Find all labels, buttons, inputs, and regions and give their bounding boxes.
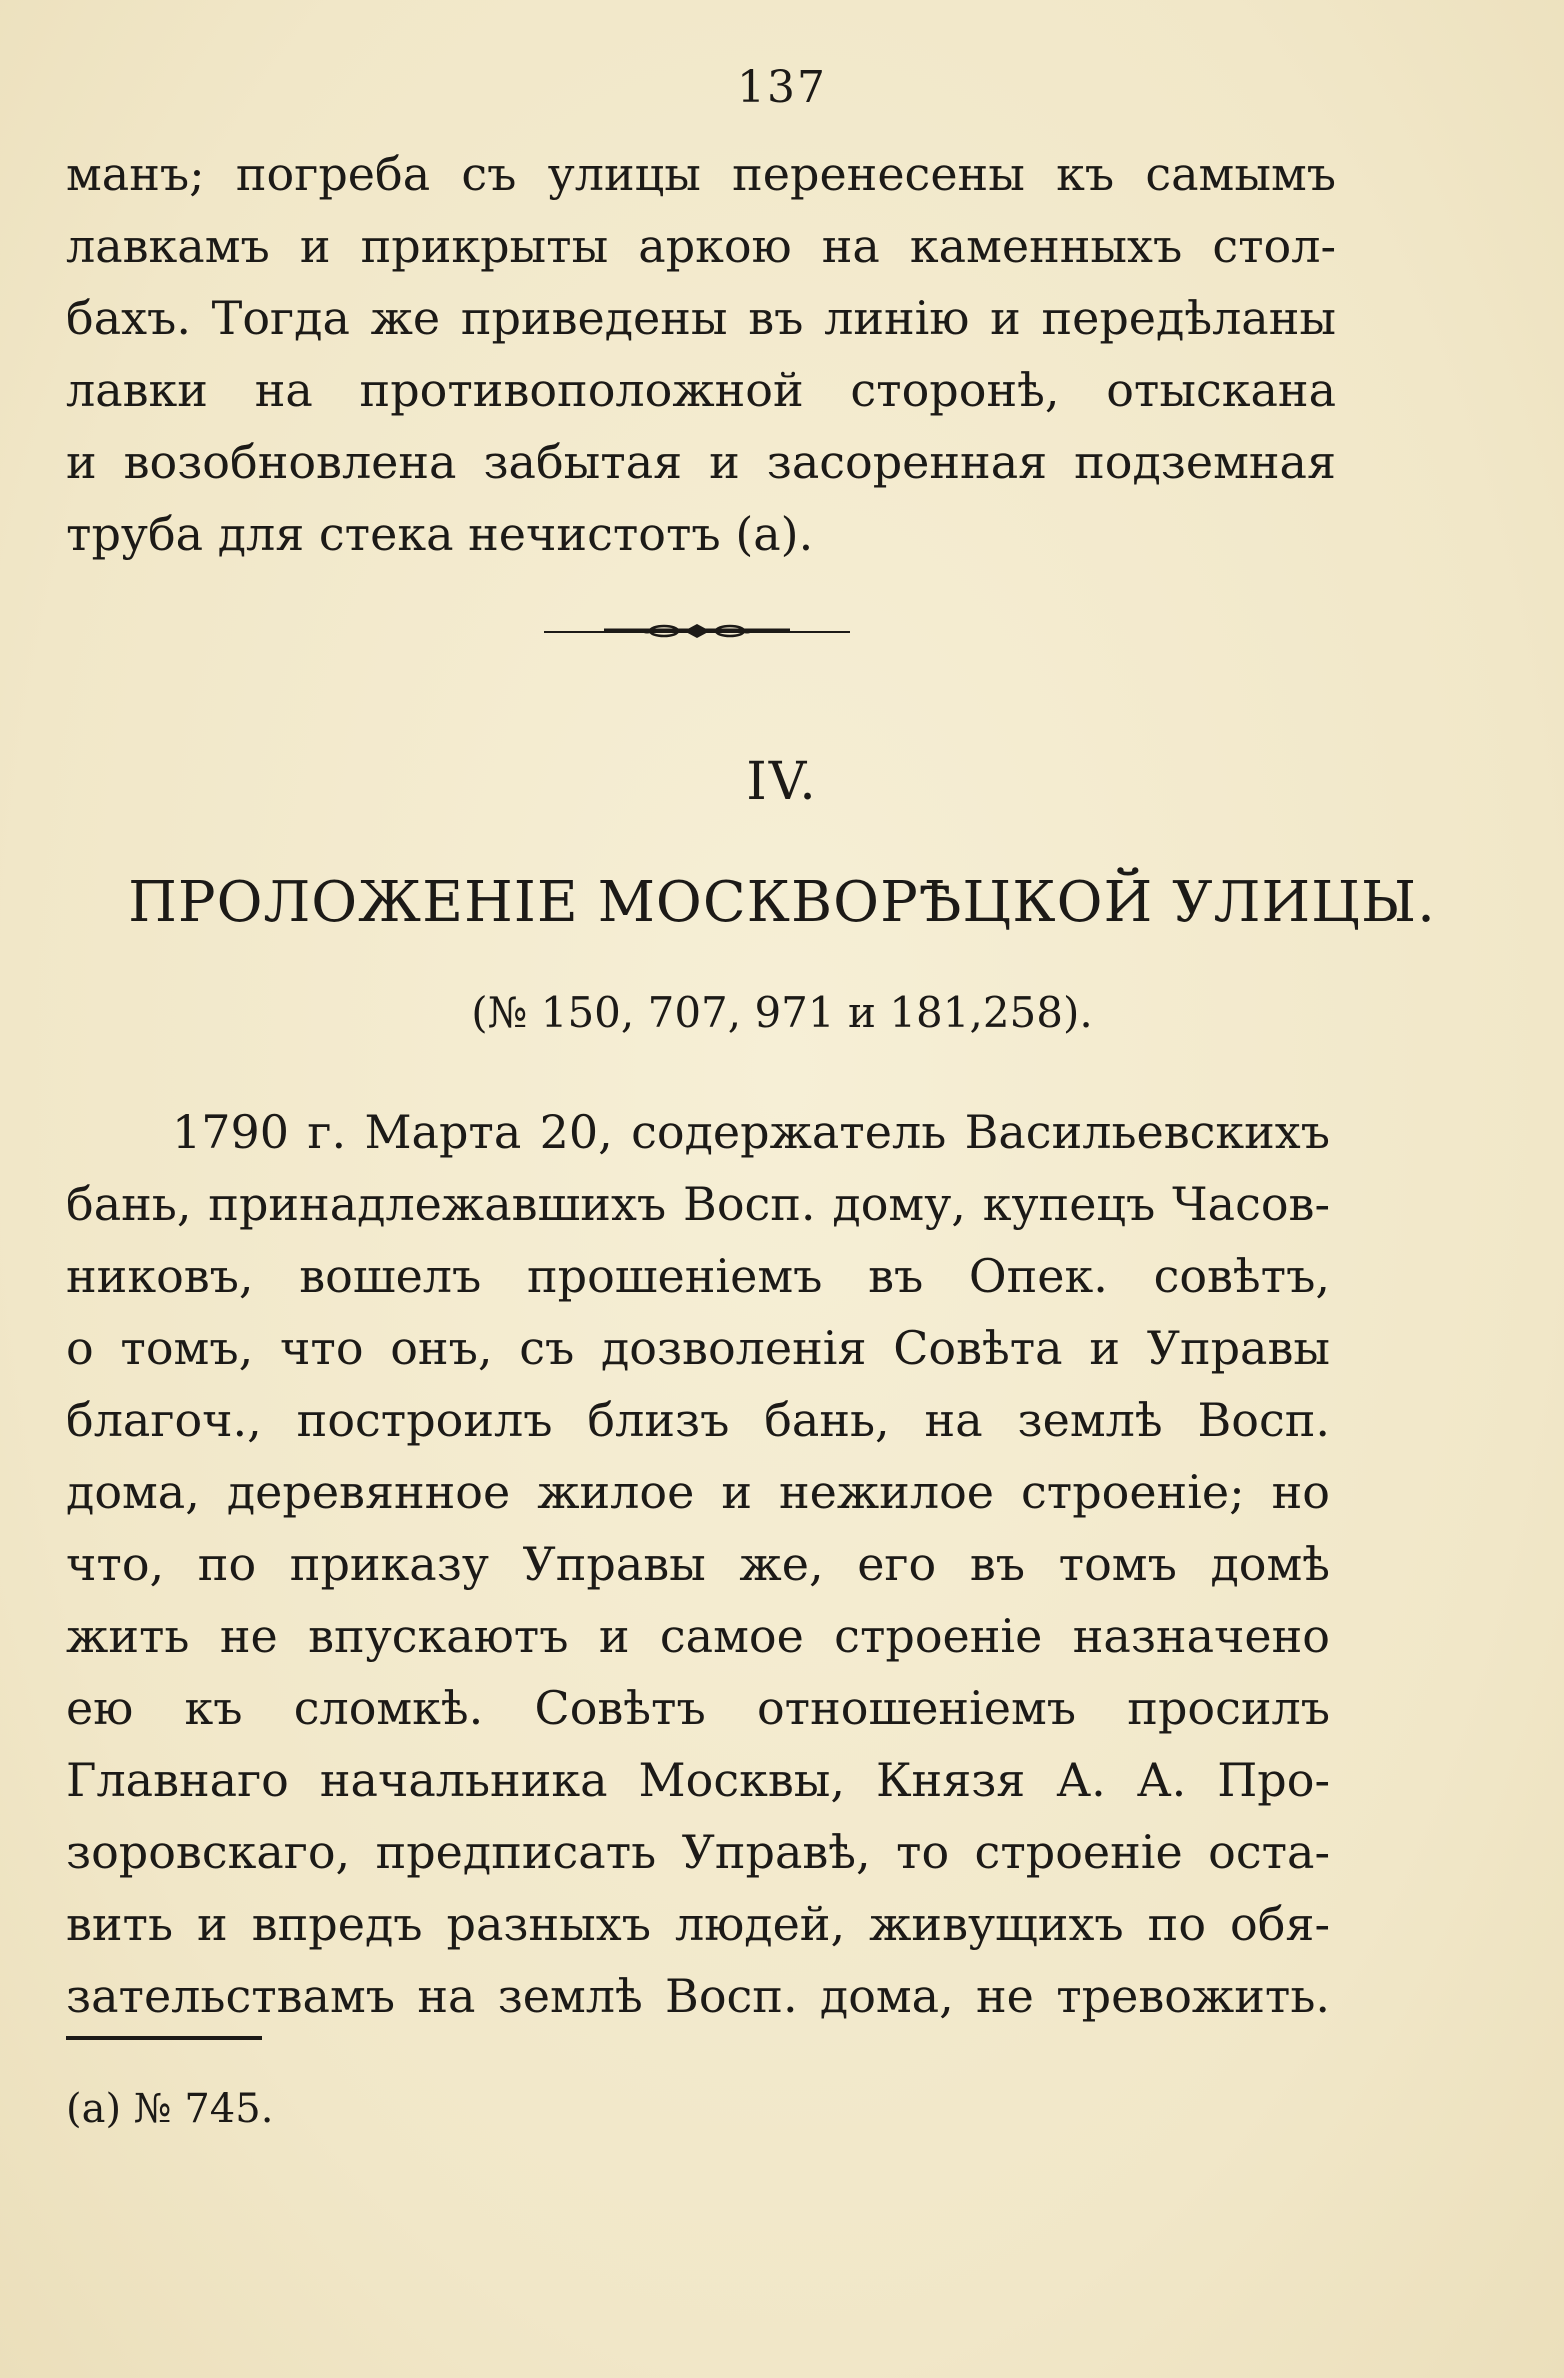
text-line: манъ; погреба съ улицы перенесены къ самымъ bbox=[66, 147, 1336, 201]
body-paragraph bbox=[66, 1096, 1330, 2032]
section-number: IV. bbox=[746, 752, 818, 812]
text-line: дома, деревянное жилое и нежилое строеніе; но bbox=[66, 1465, 1330, 1519]
text-line: зоровскаго, предписать Управѣ, то строеніе оста- bbox=[66, 1825, 1330, 1879]
footnote-divider bbox=[66, 2036, 262, 2040]
text-line: и возобновлена забытая и засоренная подземная bbox=[66, 435, 1336, 489]
divider-ornament bbox=[544, 612, 850, 652]
text-line: лавкамъ и прикрыты аркою на каменныхъ стол- bbox=[66, 219, 1336, 273]
text-line: 1790 г. Марта 20, содержатель Васильевскихъ bbox=[172, 1105, 1330, 1159]
section-title: ПРОЛОЖЕНІЕ МОСКВОРѢЦКОЙ УЛИЦЫ. bbox=[128, 870, 1436, 935]
page-number: 137 bbox=[737, 62, 827, 113]
section-references: (№ 150, 707, 971 и 181,258). bbox=[471, 988, 1093, 1037]
text-line: труба для стека нечистотъ (а). bbox=[66, 507, 814, 561]
footnote: (а) № 745. bbox=[66, 2086, 274, 2132]
text-line: Главнаго начальника Москвы, Князя А. А. Про- bbox=[66, 1753, 1330, 1807]
text-line: жить не впускаютъ и самое строеніе назначено bbox=[66, 1609, 1330, 1663]
top-paragraph bbox=[66, 138, 1336, 570]
text-line: благоч., построилъ близъ бань, на землѣ Восп. bbox=[66, 1393, 1330, 1447]
text-line: вить и впредъ разныхъ людей, живущихъ по обя- bbox=[66, 1897, 1330, 1951]
text-line: бахъ. Тогда же приведены въ линію и передѣланы bbox=[66, 291, 1336, 345]
text-line: никовъ, вошелъ прошеніемъ въ Опек. совѣтъ, bbox=[66, 1249, 1330, 1303]
text-line: бань, принадлежавшихъ Восп. дому, купецъ Часов- bbox=[66, 1177, 1330, 1231]
text-line: лавки на противоположной сторонѣ, отыскана bbox=[66, 363, 1336, 417]
text-line: что, по приказу Управы же, его въ томъ домѣ bbox=[66, 1537, 1330, 1591]
text-line: ею къ сломкѣ. Совѣтъ отношеніемъ просилъ bbox=[66, 1681, 1330, 1735]
text-line: зательствамъ на землѣ Восп. дома, не тревожить. bbox=[66, 1969, 1330, 2023]
text-line: о томъ, что онъ, съ дозволенія Совѣта и Управы bbox=[66, 1321, 1330, 1375]
